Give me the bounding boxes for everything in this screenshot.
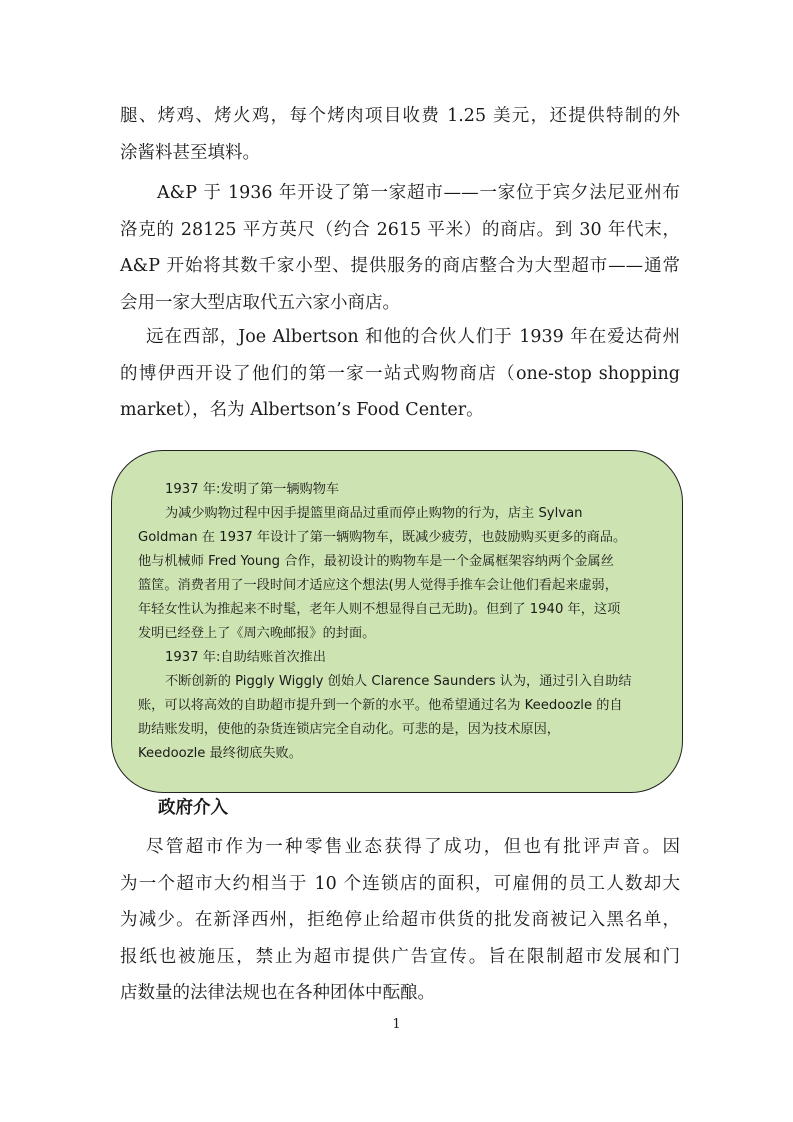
text-line: 洛克的 28125 平方英尺（约合 2615 平米）的商店。到 30 年代末，: [120, 219, 680, 240]
text-line: A&P 于 1936 年开设了第一家超市——一家位于宾夕法尼亚州布: [157, 183, 680, 203]
callout-line: 助结账发明，使他的杂货连锁店完全自动化。可悲的是，因为技术原因，: [138, 722, 560, 737]
callout-line: 年轻女性认为推起来不时髦，老年人则不想显得自己无助)。但到了 1940 年，这项: [138, 602, 621, 617]
text-line: A&P 开始将其数千家小型、提供服务的商店整合为大型超市——通常: [120, 256, 680, 276]
government-paragraph: [120, 829, 680, 1012]
text-line: 远在西部，Joe Albertson 和他的合伙人们于 1939 年在爱达荷州: [146, 327, 680, 347]
callout-subheading: 1937 年:发明了第一辆购物车: [165, 482, 340, 497]
albertson-paragraph: [120, 319, 680, 429]
text-line: 报纸也被施压，禁止为超市提供广告宣传。旨在限制超市发展和门: [120, 946, 680, 967]
callout-line: Keedoozle 最终彻底失败。: [138, 746, 302, 761]
text-line: 尽管超市作为一种零售业态获得了成功，但也有批评声音。因: [146, 837, 680, 857]
text-line: 店数量的法律法规也在各种团体中酝酿。: [120, 983, 435, 1003]
page-number: 1: [392, 1017, 401, 1032]
section-heading: 政府介入: [158, 798, 228, 818]
text-line: 涂酱料甚至填料。: [120, 142, 260, 163]
callout-line: 为减少购物过程中因手提篮里商品过重而停止购物的行为，店主 Sylvan: [165, 506, 583, 521]
text-line: market），名为 Albertson’s Food Center。: [120, 400, 484, 420]
callout-line: Goldman 在 1937 年设计了第一辆购物车，既减少疲劳，也鼓励购买更多的商品。: [138, 530, 627, 545]
text-line: 的博伊西开设了他们的第一家一站式购物商店（one-stop shopping: [120, 363, 680, 384]
text-line: 会用一家大型店取代五六家小商店。: [120, 292, 400, 313]
text-line: 为减少。在新泽西州，拒绝停止给超市供货的批发商被记入黑名单，: [120, 910, 680, 930]
callout-line: 不断创新的 Piggly Wiggly 创始人 Clarence Saunders 认为，通过引入自助结: [165, 674, 632, 689]
callout-box: [111, 450, 683, 793]
text-line: 为一个超市大约相当于 10 个连锁店的面积，可雇佣的员工人数却大: [120, 873, 680, 894]
callout-line: 他与机械师 Fred Young 合作，最初设计的购物车是一个金属框架容纳两个金属丝: [138, 554, 614, 569]
text-line: 腿、烤鸡、烤火鸡，每个烤肉项目收费 1.25 美元，还提供特制的外: [120, 106, 680, 126]
callout-line: 账，可以将高效的自助超市提升到一个新的水平。他希望通过名为 Keedoozle 的自: [138, 698, 623, 713]
callout-line: 发明已经登上了《周六晚邮报》的封面。: [138, 626, 376, 641]
callout-subheading: 1937 年:自助结账首次推出: [165, 650, 326, 665]
top-paragraph: [120, 98, 680, 171]
callout-line: 篮筐。消费者用了一段时间才适应这个想法(男人觉得手推车会让他们看起来虚弱，: [138, 578, 618, 593]
ap-paragraph: [120, 175, 680, 321]
